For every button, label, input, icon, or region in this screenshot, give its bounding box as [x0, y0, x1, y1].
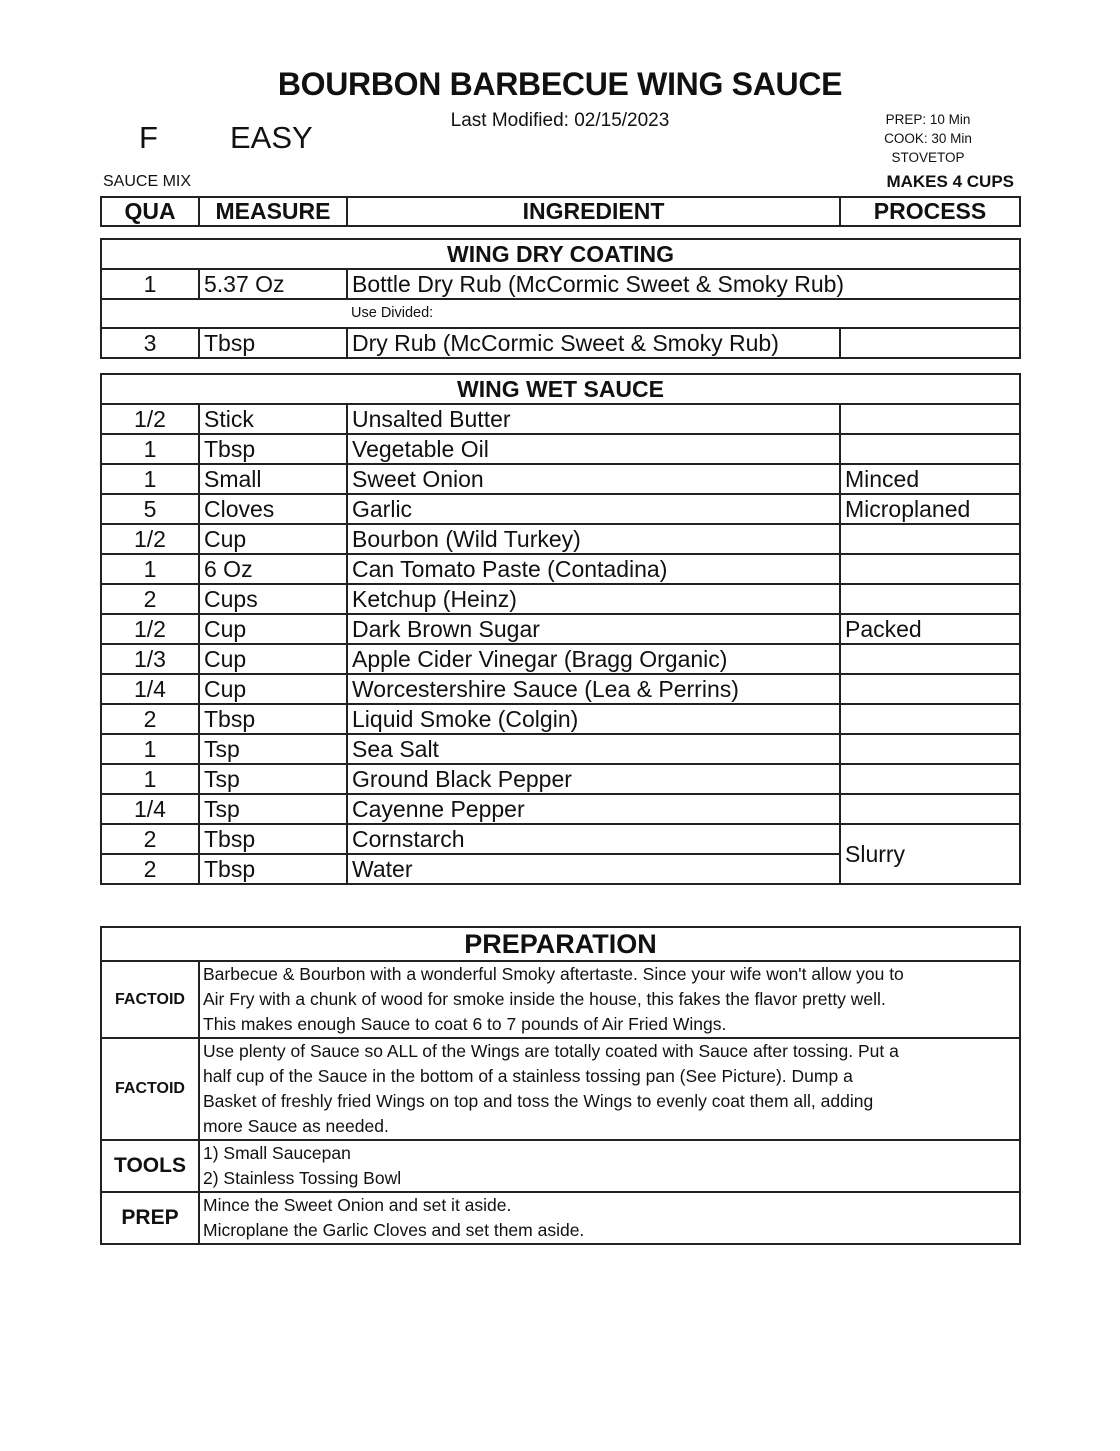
prep-line: Use plenty of Sauce so ALL of the Wings are totally coated with Sauce after tossing. Put a [203, 1041, 899, 1061]
ingredient-measure: Tsp [199, 734, 347, 764]
ingredient-row [101, 269, 1020, 299]
time-info [860, 110, 996, 167]
ingredient-row [101, 584, 1020, 614]
ingredient-qty: 1/4 [101, 674, 199, 704]
prep-section-prep [101, 1192, 1020, 1244]
col-header-measure: MEASURE [199, 197, 347, 226]
prep-section-tools [101, 1140, 1020, 1192]
ingredient-measure: Cloves [199, 494, 347, 524]
section-title-preparation: PREPARATION [101, 927, 1020, 961]
ingredient-qty: 1/4 [101, 794, 199, 824]
column-header-table [100, 196, 1021, 227]
ingredient-name: Liquid Smoke (Colgin) [347, 704, 840, 734]
ingredient-measure: Tbsp [199, 854, 347, 884]
ingredient-name: Unsalted Butter [347, 404, 840, 434]
ingredient-qty: 2 [101, 854, 199, 884]
ingredient-name: Cayenne Pepper [347, 794, 840, 824]
ingredient-measure: Cups [199, 584, 347, 614]
ingredient-process: Microplaned [840, 494, 1020, 524]
ingredient-measure: Small [199, 464, 347, 494]
prep-line: 1) Small Saucepan [203, 1143, 351, 1163]
ingredient-process [840, 524, 1020, 554]
ingredient-name: Water [347, 854, 840, 884]
ingredient-measure: 5.37 Oz [199, 269, 347, 299]
ingredient-row [101, 404, 1020, 434]
ingredient-name: Can Tomato Paste (Contadina) [347, 554, 840, 584]
ingredient-name: Vegetable Oil [347, 434, 840, 464]
ingredient-name: Bottle Dry Rub (McCormic Sweet & Smoky Rub) [347, 269, 1020, 299]
prep-line: Air Fry with a chunk of wood for smoke inside the house, this fakes the flavor pretty well. [203, 989, 886, 1009]
ingredient-measure: Tsp [199, 764, 347, 794]
recipe-category: SAUCE MIX [103, 173, 192, 190]
ingredient-process [840, 328, 1020, 358]
prep-text [199, 1038, 1020, 1140]
ingredient-row [101, 674, 1020, 704]
ingredient-process [840, 674, 1020, 704]
ingredient-name: Dry Rub (McCormic Sweet & Smoky Rub) [347, 328, 840, 358]
ingredient-name: Sea Salt [347, 734, 840, 764]
ingredient-measure: 6 Oz [199, 554, 347, 584]
prep-label: TOOLS [101, 1140, 199, 1192]
ingredient-name: Ketchup (Heinz) [347, 584, 840, 614]
col-header-process: PROCESS [840, 197, 1020, 226]
ingredient-row [101, 464, 1020, 494]
cook-method: STOVETOP [891, 150, 965, 165]
ingredient-measure: Tbsp [199, 328, 347, 358]
prep-text [199, 961, 1020, 1038]
ingredient-qty: 3 [101, 328, 199, 358]
ingredient-measure: Tsp [199, 794, 347, 824]
prep-line: half cup of the Sauce in the bottom of a stainless tossing pan (See Picture). Dump a [203, 1066, 853, 1086]
ingredient-process [840, 764, 1020, 794]
ingredient-process [840, 794, 1020, 824]
ingredient-name: Worcestershire Sauce (Lea & Perrins) [347, 674, 840, 704]
ingredient-name: Apple Cider Vinegar (Bragg Organic) [347, 644, 840, 674]
ingredient-name: Dark Brown Sugar [347, 614, 840, 644]
ingredient-row [101, 614, 1020, 644]
prep-line: 2) Stainless Tossing Bowl [203, 1168, 402, 1188]
ingredient-process [840, 644, 1020, 674]
prep-line: Mince the Sweet Onion and set it aside. [203, 1195, 512, 1215]
ingredient-process [840, 434, 1020, 464]
ingredient-qty: 1 [101, 734, 199, 764]
ingredient-qty: 1 [101, 269, 199, 299]
ingredient-row [101, 524, 1020, 554]
prep-label: FACTOID [101, 1038, 199, 1140]
ingredient-name: Ground Black Pepper [347, 764, 840, 794]
ingredient-process [840, 704, 1020, 734]
dry-coating-table [100, 238, 1021, 359]
section-title-wet-sauce: WING WET SAUCE [101, 374, 1020, 404]
prep-section-factoid [101, 1038, 1020, 1140]
ingredient-process [840, 554, 1020, 584]
prep-line: Barbecue & Bourbon with a wonderful Smoky aftertaste. Since your wife won't allow you to [203, 964, 904, 984]
ingredient-measure: Cup [199, 524, 347, 554]
ingredient-qty: 2 [101, 584, 199, 614]
ingredient-qty: 1 [101, 464, 199, 494]
ingredient-qty: 1 [101, 434, 199, 464]
ingredient-row [101, 644, 1020, 674]
ingredient-measure: Stick [199, 404, 347, 434]
ingredient-name: Bourbon (Wild Turkey) [347, 524, 840, 554]
ingredient-qty: 1/2 [101, 614, 199, 644]
recipe-title: BOURBON BARBECUE WING SAUCE [277, 66, 843, 102]
ingredient-process: Minced [840, 464, 1020, 494]
ingredient-qty: 2 [101, 824, 199, 854]
prep-line: Microplane the Garlic Cloves and set them aside. [203, 1220, 585, 1240]
ingredient-measure: Cup [199, 614, 347, 644]
ingredient-measure: Tbsp [199, 434, 347, 464]
note-row [101, 299, 1020, 328]
prep-text [199, 1140, 1020, 1192]
ingredient-process [840, 404, 1020, 434]
ingredient-name: Garlic [347, 494, 840, 524]
prep-label: PREP [101, 1192, 199, 1244]
prep-line: more Sauce as needed. [203, 1116, 389, 1136]
ingredient-row [101, 824, 1020, 854]
ingredient-measure: Tbsp [199, 704, 347, 734]
ingredient-process [840, 734, 1020, 764]
col-header-qua: QUA [101, 197, 199, 226]
col-header-ingredient: INGREDIENT [347, 197, 840, 226]
ingredient-row [101, 554, 1020, 584]
ingredient-process: Slurry [840, 824, 1020, 884]
ingredient-row [101, 764, 1020, 794]
ingredient-measure: Cup [199, 674, 347, 704]
ingredient-row [101, 734, 1020, 764]
ingredient-row [101, 794, 1020, 824]
ingredient-qty: 1 [101, 764, 199, 794]
use-divided-note: Use Divided: [347, 299, 1020, 328]
prep-section-factoid [101, 961, 1020, 1038]
prep-time: PREP: 10 Min [885, 112, 971, 127]
difficulty-level: EASY [230, 120, 313, 155]
recipe-grade: F [139, 120, 158, 155]
ingredient-measure: Cup [199, 644, 347, 674]
ingredient-row [101, 328, 1020, 358]
ingredient-qty: 1 [101, 554, 199, 584]
ingredient-row [101, 494, 1020, 524]
section-title-dry-coating: WING DRY COATING [101, 239, 1020, 269]
ingredient-row [101, 434, 1020, 464]
last-modified: Last Modified: 02/15/2023 [450, 110, 670, 131]
ingredient-name: Cornstarch [347, 824, 840, 854]
ingredient-qty: 2 [101, 704, 199, 734]
recipe-yield: MAKES 4 CUPS [886, 172, 1014, 191]
ingredient-qty: 1/2 [101, 524, 199, 554]
ingredient-qty: 5 [101, 494, 199, 524]
prep-label: FACTOID [101, 961, 199, 1038]
ingredient-row [101, 704, 1020, 734]
prep-text [199, 1192, 1020, 1244]
preparation-table [100, 926, 1021, 1245]
ingredient-measure: Tbsp [199, 824, 347, 854]
ingredient-process: Packed [840, 614, 1020, 644]
prep-line: This makes enough Sauce to coat 6 to 7 pounds of Air Fried Wings. [203, 1014, 727, 1034]
cook-time: COOK: 30 Min [884, 131, 972, 146]
ingredient-name: Sweet Onion [347, 464, 840, 494]
ingredient-process [840, 584, 1020, 614]
prep-line: Basket of freshly fried Wings on top and toss the Wings to evenly coat them all, adding [203, 1091, 874, 1111]
ingredient-qty: 1/3 [101, 644, 199, 674]
ingredient-qty: 1/2 [101, 404, 199, 434]
wet-sauce-table [100, 373, 1021, 885]
